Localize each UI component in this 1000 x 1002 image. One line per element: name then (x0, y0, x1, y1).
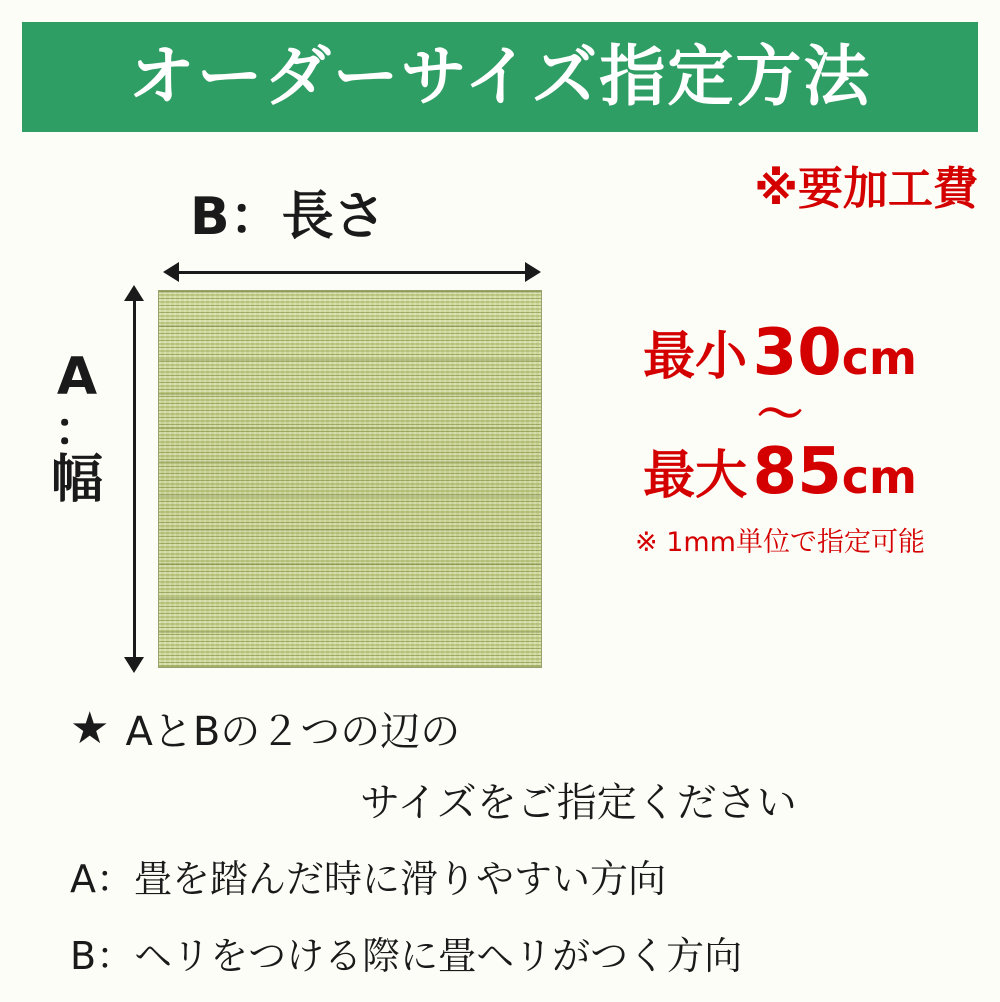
size-range-spec (560, 316, 1000, 559)
arrow-shaft-horizontal (171, 271, 533, 274)
minimum-size-line (560, 316, 1000, 390)
instruction-line-1 (70, 700, 970, 757)
range-separator: 〜 (757, 387, 803, 442)
instruction-text-1: AとBの２つの辺の (125, 709, 461, 755)
maximum-unit: cm (841, 450, 917, 505)
tatami-mat-swatch (158, 290, 542, 668)
arrow-shaft-vertical (133, 293, 136, 665)
width-label-a (42, 347, 112, 510)
instruction-text-2: サイズをご指定ください (360, 780, 797, 826)
width-label-char-a: A (56, 347, 98, 407)
arrow-head-right (525, 262, 541, 282)
page-title: オーダーサイズ指定方法 (128, 38, 872, 115)
width-arrow-vertical (124, 285, 144, 673)
tatami-dimension-diagram (0, 150, 560, 690)
minimum-value: 30 (752, 316, 842, 390)
length-arrow-horizontal (163, 262, 541, 282)
width-label-char-haba: 幅 (50, 449, 103, 510)
maximum-size-line (560, 435, 1000, 510)
minimum-unit: cm (841, 331, 917, 385)
header-banner (22, 22, 978, 132)
width-label-char-colon: ： (54, 401, 100, 456)
maximum-label: 最大 (643, 446, 748, 507)
direction-legend (70, 848, 970, 1002)
maximum-value: 85 (752, 435, 842, 510)
star-icon: ★ (70, 702, 110, 754)
instruction-block (70, 700, 970, 828)
minimum-label: 最小 (643, 327, 748, 387)
size-precision-note: ※ 1mm単位で指定可能 (635, 527, 925, 559)
arrow-head-bottom (124, 657, 144, 673)
processing-fee-note: ※要加工費 (754, 162, 978, 215)
length-label-b: B：長さ (190, 187, 386, 247)
legend-row-a: A：畳を踏んだ時に滑りやすい方向 (70, 857, 666, 901)
legend-row-b: B：ヘリをつける際に畳ヘリがつく方向 (70, 934, 743, 978)
